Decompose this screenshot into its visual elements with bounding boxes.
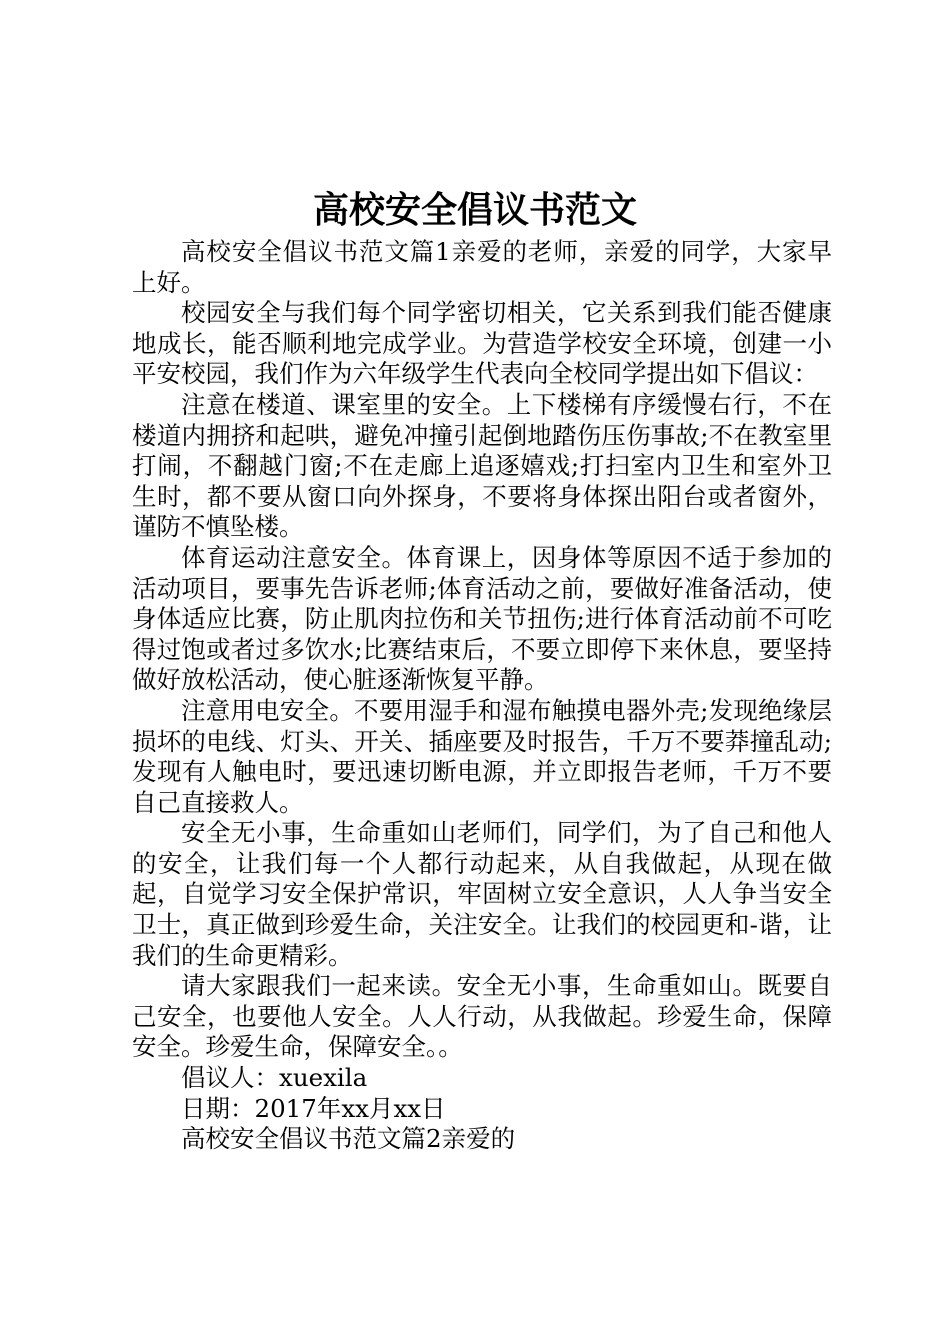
document-title: 高校安全倡议书范文 xyxy=(312,189,637,231)
paragraph-date: 日期：2017年xx月xx日 xyxy=(181,1093,446,1123)
paragraph-electric-safety: 注意用电安全。不要用湿手和湿布触摸电器外壳;发现绝缘层损坏的电线、灯头、开关、插座要及时报告，千万不要莽撞乱动;发现有人触电时，要迅速切断电源，并立即报告老师，千万不要自己直接救人。 xyxy=(132,695,832,817)
paragraph-call-to-action: 安全无小事，生命重如山老师们，同学们，为了自己和他人的安全，让我们每一个人都行动起来，从自我做起，从现在做起，自觉学习安全保护常识，牢固树立安全意识，人人争当安全卫士，真正做到珍爱生命，关注安全。让我们的校园更和-谐，让我们的生命更精彩。 xyxy=(132,818,832,970)
paragraph-read-together: 请大家跟我们一起来读。安全无小事，生命重如山。既要自己安全，也要他人安全。人人行动，从我做起。珍爱生命，保障安全。珍爱生命，保障安全。。 xyxy=(132,971,832,1062)
document-body xyxy=(132,237,832,1155)
paragraph-signatory: 倡议人：xuexila xyxy=(181,1063,368,1093)
paragraph-intro: 高校安全倡议书范文篇1亲爱的老师，亲爱的同学，大家早上好。 xyxy=(132,237,832,297)
paragraph-article-2-start: 高校安全倡议书范文篇2亲爱的 xyxy=(181,1124,516,1154)
paragraph-corridor-safety: 注意在楼道、课室里的安全。上下楼梯有序缓慢右行，不在楼道内拥挤和起哄，避免冲撞引起倒地踏伤压伤事故;不在教室里打闹，不翻越门窗;不在走廊上追逐嬉戏;打扫室内卫生和室外卫生时，都不要从窗口向外探身，不要将身体探出阳台或者窗外，谨防不慎坠楼。 xyxy=(132,389,832,542)
paragraph-sports-safety: 体育运动注意安全。体育课上，因身体等原因不适于参加的活动项目，要事先告诉老师;体育活动之前，要做好准备活动，使身体适应比赛，防止肌肉拉伤和关节扭伤;进行体育活动前不可吃得过饱或者过多饮水;比赛结束后，不要立即停下来休息，要坚持做好放松活动，使心脏逐渐恢复平静。 xyxy=(132,542,832,695)
paragraph-campus-safety: 校园安全与我们每个同学密切相关，它关系到我们能否健康地成长，能否顺利地完成学业。为营造学校安全环境，创建一小平安校园，我们作为六年级学生代表向全校同学提出如下倡议： xyxy=(132,298,832,389)
